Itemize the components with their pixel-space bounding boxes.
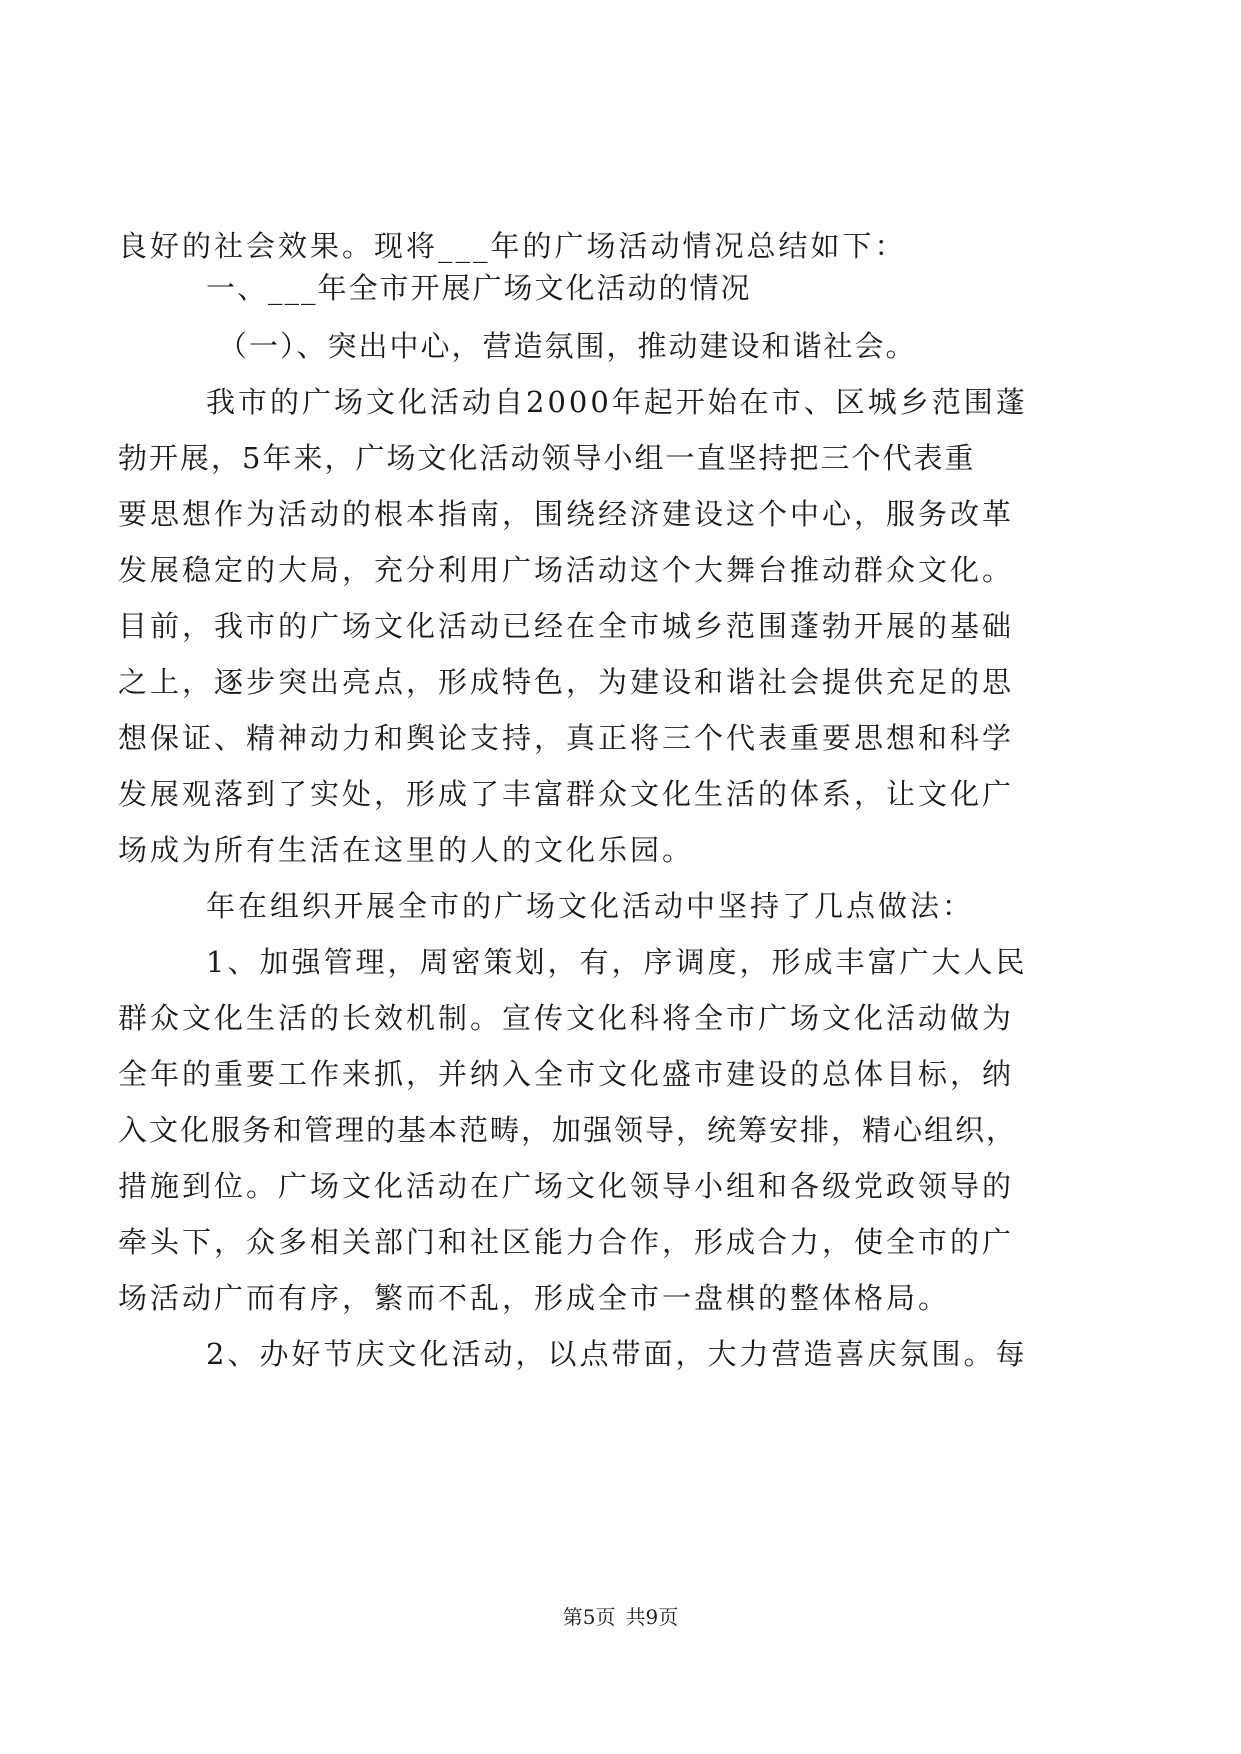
text-line: 入文化服务和管理的基本范畴，加强领导，统筹安排，精心组织，	[118, 1113, 1018, 1147]
total-pages: 共9页	[625, 1605, 679, 1629]
subsection-heading: （一）、突出中心，营造氛围，推动建设和谐社会。	[218, 329, 917, 363]
section-heading: 一、___年全市开展广场文化活动的情况	[206, 271, 752, 305]
page-footer	[0, 1605, 1241, 1629]
text-line: 之上，逐步突出亮点，形成特色，为建设和谐社会提供充足的思	[118, 665, 1015, 699]
text-line: 牵头下，众多相关部门和社区能力合作，形成合力，使全市的广	[118, 1225, 1015, 1259]
text-line: 全年的重要工作来抓，并纳入全市文化盛市建设的总体目标，纳	[118, 1057, 1015, 1091]
text-line: 群众文化生活的长效机制。宣传文化科将全市广场文化活动做为	[118, 1001, 1015, 1035]
text-line: 我市的广场文化活动自2000年起开始在市、区城乡范围蓬	[206, 385, 1028, 419]
text-line: 2、办好节庆文化活动，以点带面，大力营造喜庆氛围。每	[206, 1337, 1028, 1371]
text-line: 场成为所有生活在这里的人的文化乐园。	[118, 833, 695, 867]
page-number: 第5页	[562, 1605, 616, 1629]
text-line: 良好的社会效果。现将___年的广场活动情况总结如下：	[118, 229, 907, 263]
text-line: 目前，我市的广场文化活动已经在全市城乡范围蓬勃开展的基础	[118, 609, 1015, 643]
text-line: 1、加强管理，周密策划，有，序调度，形成丰富广大人民	[206, 945, 1028, 979]
text-line: 发展观落到了实处，形成了丰富群众文化生活的体系，让文化广	[118, 777, 1015, 811]
text-line: 勃开展，5年来，广场文化活动领导小组一直坚持把三个代表重	[118, 441, 976, 475]
text-line: 发展稳定的大局，充分利用广场活动这个大舞台推动群众文化。	[118, 553, 1015, 587]
text-line: 措施到位。广场文化活动在广场文化领导小组和各级党政领导的	[118, 1169, 1015, 1203]
text-line: 想保证、精神动力和舆论支持，真正将三个代表重要思想和科学	[118, 721, 1015, 755]
text-line: 场活动广而有序，繁而不乱，形成全市一盘棋的整体格局。	[118, 1281, 951, 1315]
text-line: 要思想作为活动的根本指南，围绕经济建设这个中心，服务改革	[118, 497, 1015, 531]
text-line: 年在组织开展全市的广场文化活动中坚持了几点做法：	[206, 889, 975, 923]
